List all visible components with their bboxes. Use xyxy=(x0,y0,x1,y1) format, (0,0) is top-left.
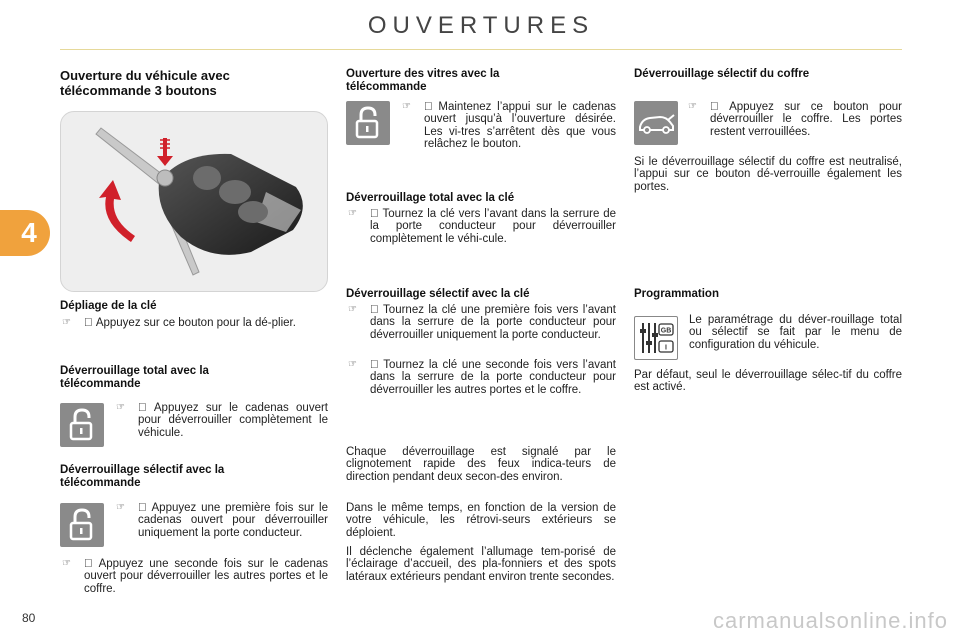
heading-selective-unlock-key: Déverrouillage sélectif avec la clé xyxy=(346,288,530,300)
watermark: carmanualsonline.info xyxy=(712,608,948,633)
heading-selective-unlock-remote: Déverrouillage sélectif avec la télécommande xyxy=(60,464,225,489)
paragraph-lighting: Il déclenche également l’allumage tem-porisé de l’éclairage d’accueil, des pla-fonniers et des spots latéraux extérieurs pendant environ trente secondes. xyxy=(346,546,616,583)
page-header xyxy=(60,12,902,40)
i-label: I xyxy=(665,344,667,352)
bullet-unfold: ☞ Appuyez sur ce bouton pour la dé-plier. xyxy=(62,317,296,329)
heading-programming: Programmation xyxy=(634,288,719,300)
pointing-finger-icon: ☞ xyxy=(348,304,357,315)
heading-windows-remote: Ouverture des vitres avec la télécommande xyxy=(346,68,500,93)
chapter-tab xyxy=(0,210,50,256)
heading-selective-boot: Déverrouillage sélectif du coffre xyxy=(634,68,810,80)
page-title: OUVERTURES xyxy=(367,12,595,39)
bullet-selective-key-first: ☞ Tournez la clé une première fois vers l’avant dans la serrure de la porte conducteur pour déverrouiller uniquement la porte conducteur. xyxy=(348,304,616,341)
configuration-menu-icon xyxy=(634,316,678,360)
pointing-finger-icon: ☞ xyxy=(348,359,357,370)
header-divider xyxy=(60,49,902,50)
car-boot-icon xyxy=(634,101,678,145)
section-title-remote-3-buttons: Ouverture du véhicule avec télécommande 3 boutons xyxy=(60,68,230,98)
open-padlock-icon xyxy=(60,503,104,547)
pointing-finger-icon: ☞ xyxy=(116,402,125,413)
heading-key-unfolding: Dépliage de la clé xyxy=(60,300,157,312)
gb-label: GB xyxy=(660,327,672,335)
heading-total-unlock-remote: Déverrouillage total avec la télécommande xyxy=(60,365,209,390)
bullet-selective-remote-first: ☞ Appuyez une première fois sur le cadenas ouvert pour déverrouiller uniquement la porte conducteur. xyxy=(116,502,328,539)
bullet-windows: ☞ Maintenez l’appui sur le cadenas ouvert jusqu’à l’ouverture désirée. Les vi-tres s’arrêtent dès que vous relâchez le bouton. xyxy=(402,101,616,151)
pointing-finger-icon: ☞ xyxy=(62,317,71,328)
bullet-total-unlock-key: ☞ Tournez la clé vers l’avant dans la serrure de la porte conducteur pour déverrouiller complètement le véhi-cule. xyxy=(348,208,616,245)
bullet-selective-remote-second: ☞ Appuyez une seconde fois sur le cadenas ouvert pour déverrouiller les autres portes et le coffre. xyxy=(62,558,328,595)
pointing-finger-icon: ☞ xyxy=(116,502,125,513)
bullet-total-unlock-remote: ☞ Appuyez sur le cadenas ouvert pour déverrouiller complètement le véhicule. xyxy=(116,402,328,439)
pointing-finger-icon: ☞ xyxy=(348,208,357,219)
open-padlock-icon xyxy=(60,403,104,447)
paragraph-default: Par défaut, seul le déverrouillage sélec-tif du coffre est activé. xyxy=(634,369,902,394)
key-fob-illustration xyxy=(60,111,328,292)
pointing-finger-icon: ☞ xyxy=(688,101,697,112)
bullet-boot: ☞ Appuyez sur ce bouton pour déverrouiller le coffre. Les portes restent verrouillées. xyxy=(688,101,902,138)
heading-total-unlock-key: Déverrouillage total avec la clé xyxy=(346,192,515,204)
pointing-finger-icon: ☞ xyxy=(402,101,411,112)
open-padlock-icon xyxy=(346,101,390,145)
paragraph-signal: Chaque déverrouillage est signalé par le clignotement rapide des feux indica-teurs de direction pendant deux secon-des environ. xyxy=(346,446,616,483)
pointing-finger-icon: ☞ xyxy=(62,558,71,569)
paragraph-programming: Le paramétrage du déver-rouillage total ou sélectif se fait par le menu de configuration du véhicule. xyxy=(689,314,902,351)
paragraph-boot-note: Si le déverrouillage sélectif du coffre est neutralisé, l’appui sur ce bouton dé-verrouille également les portes. xyxy=(634,156,902,193)
paragraph-mirrors: Dans le même temps, en fonction de la version de votre véhicule, les rétrovi-seurs extérieurs se déploient. xyxy=(346,502,616,539)
bullet-selective-key-second: ☞ Tournez la clé une seconde fois vers l’avant dans la serrure de la porte conducteur pour déverrouiller les autres portes et le coffre. xyxy=(348,359,616,396)
page-number: 80 xyxy=(22,611,36,625)
chapter-number: 4 xyxy=(21,217,37,248)
key-fob-icon xyxy=(61,112,328,292)
